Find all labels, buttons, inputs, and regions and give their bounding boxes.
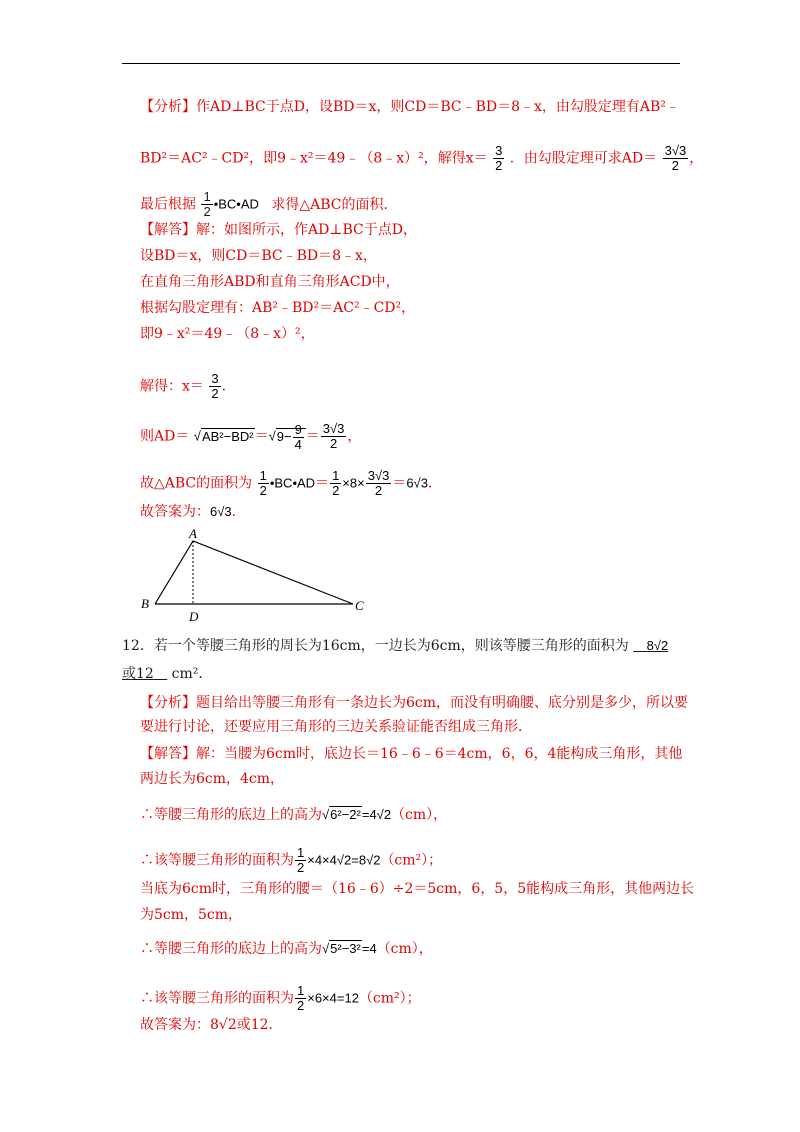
q12-solution-9: 故答案为：8√2或12． [140,1017,283,1033]
analysis-line-1: 【分析】作AD⊥BC于点D，设BD＝x，则CD＝BC﹣BD＝8﹣x，由勾股定理有AB²﹣ [140,99,680,115]
analysis-line-3: 最后根据 $\frac{1}{2}$ •BC•AD 求得△ABC的面积． [140,189,398,219]
q12-solution-5: 当底为6cm时，三角形的腰＝（16﹣6）÷2＝5cm，6，5，5能构成三角形，其他两边长 [140,881,695,897]
vertex-a-label: A [189,528,197,541]
q12-solution-7: ∴等腰三角形的底边上的高为√5²−3²=4（cm）， [140,941,433,957]
q12-solution-4: ∴该等腰三角形的面积为 $\frac{1}{2}$ ×4×4√2=8√2（cm²）； [140,845,443,875]
q12-solution-3: ∴等腰三角形的底边上的高为√6²−2²=4√2（cm）， [140,807,448,823]
header-rule [122,63,680,64]
solution-line-7: 则AD＝ √AB²−BD²＝√9− $\frac{9}{4}$ ＝ $\frac{3√3}{2}$ ， [140,421,362,452]
solution-line-5: 即9﹣x²＝49﹣（8﹣x）²， [140,326,315,342]
triangle-figure [135,528,375,628]
q12-solution-2: 两边长为6cm，4cm， [140,771,285,787]
solution-line-4: 根据勾股定理有：AB²﹣BD²＝AC²﹣CD²， [140,300,416,316]
solution-line-2: 设BD＝x，则CD＝BC﹣BD＝8﹣x， [140,248,377,264]
question-12-line-1: 12．若一个等腰三角形的周长为16cm，一边长为6cm，则该等腰三角形的面积为 8√2 [122,638,669,654]
solution-line-3: 在直角三角形ABD和直角三角形ACD中， [140,274,400,290]
vertex-d-label: D [189,609,199,624]
q12-solution-6: 为5cm，5cm， [140,907,243,923]
q12-analysis-2: 要进行讨论，还要应用三角形的三边关系验证能否组成三角形． [140,719,532,735]
solution-line-9: 故答案为：6√3． [140,504,246,520]
vertex-c-label: C [355,598,364,613]
solution-line-8: 故△ABC的面积为 $\frac{1}{2}$ •BC•AD＝ $\frac{1}{2}$ ×8× $\frac{3√3}{2}$ ＝6√3． [140,468,442,498]
analysis-line-2: BD²＝AC²﹣CD²，即9﹣x²＝49﹣（8﹣x）²，解得x＝ $\frac{3}{2}$ ．由勾股定理可求AD＝ $\frac{3√3}{2}$ ， [140,143,704,173]
q12-solution-1: 【解答】解：当腰为6cm时，底边长＝16﹣6﹣6＝4cm，6，6，4能构成三角形，其他 [140,746,683,762]
solution-line-1: 【解答】解：如图所示，作AD⊥BC于点D， [140,222,417,238]
question-12-line-2: 或12 cm²． [122,666,213,682]
solution-line-6: 解得：x＝ $\frac{3}{2}$ ． [140,371,236,401]
q12-analysis-1: 【分析】题目给出等腰三角形有一条边长为6cm，而没有明确腰、底分别是多少，所以要 [140,695,689,711]
q12-solution-8: ∴该等腰三角形的面积为 $\frac{1}{2}$ ×6×4=12（cm²）； [140,983,421,1013]
vertex-b-label: B [141,596,149,611]
